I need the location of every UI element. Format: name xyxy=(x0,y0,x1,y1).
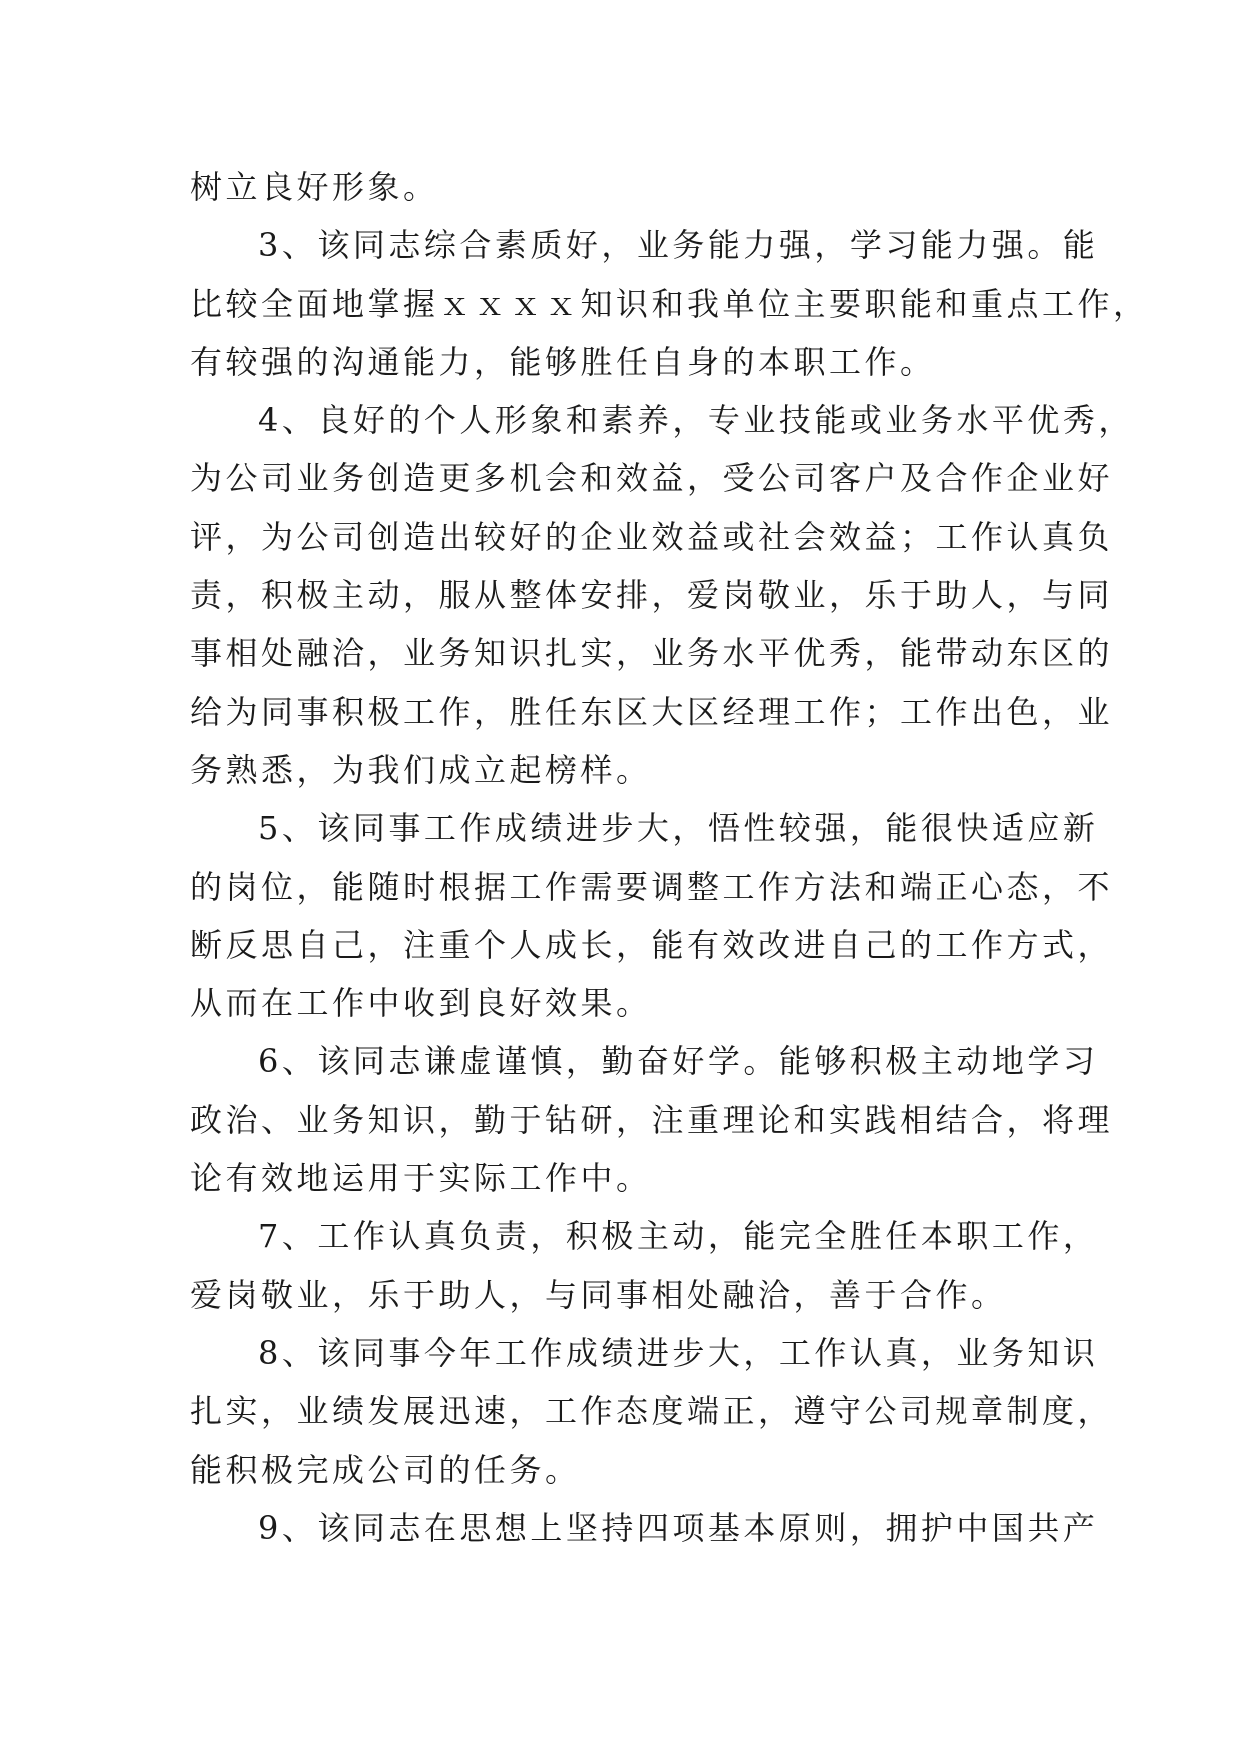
line-text: 4、良好的个人形象和素养，专业技能或业务水平优秀， xyxy=(258,401,1134,440)
paragraph xyxy=(190,799,1114,1032)
line-text: 的岗位，能随时根据工作需要调整工作方法和端正心态，不 xyxy=(190,867,1114,906)
line-text: 论有效地运用于实际工作中。 xyxy=(190,1159,652,1198)
text-line xyxy=(190,1091,1114,1149)
line-text: 比较全面地掌握ｘｘｘｘ知识和我单位主要职能和重点工作， xyxy=(190,284,1149,323)
paragraph xyxy=(190,1499,1099,1557)
text-line xyxy=(190,508,1114,566)
line-text: 有较强的沟通能力，能够胜任自身的本职工作。 xyxy=(190,342,936,381)
text-line xyxy=(190,158,1090,216)
line-text: 爱岗敬业，乐于助人，与同事相处融洽，善于合作。 xyxy=(190,1275,1007,1314)
line-text: 断反思自己，注重个人成长，能有效改进自己的工作方式， xyxy=(190,925,1114,964)
line-text: 7、工作认真负责，积极主动，能完全胜任本职工作， xyxy=(258,1217,1099,1256)
text-line xyxy=(190,1499,1099,1557)
text-line xyxy=(190,858,1114,916)
text-line xyxy=(190,1382,1114,1440)
paragraph xyxy=(190,1032,1114,1207)
line-text: 责，积极主动，服从整体安排，爱岗敬业，乐于助人，与同 xyxy=(190,576,1114,615)
line-text: 树立良好形象。 xyxy=(190,168,439,206)
paragraph xyxy=(190,158,1090,216)
document-body xyxy=(190,158,1149,1557)
text-line xyxy=(190,916,1114,974)
text-line xyxy=(190,391,1134,449)
line-text: 5、该同事工作成绩进步大，悟性较强，能很快适应新 xyxy=(258,809,1099,848)
text-line xyxy=(190,624,1114,682)
paragraph xyxy=(190,216,1149,391)
text-line xyxy=(190,683,1114,741)
line-text: 从而在工作中收到良好效果。 xyxy=(190,984,652,1023)
text-line xyxy=(190,799,1099,857)
line-text: 能积极完成公司的任务。 xyxy=(190,1450,581,1489)
line-text: 3、该同志综合素质好，业务能力强，学习能力强。能 xyxy=(258,226,1099,265)
line-text: 6、该同志谦虚谨慎，勤奋好学。能够积极主动地学习 xyxy=(258,1042,1099,1081)
text-line xyxy=(190,1032,1099,1090)
text-line xyxy=(190,566,1114,624)
text-line xyxy=(190,1149,1090,1207)
text-line xyxy=(190,1266,1090,1324)
line-text: 9、该同志在思想上坚持四项基本原则，拥护中国共产 xyxy=(258,1508,1099,1547)
line-text: 评，为公司创造出较好的企业效益或社会效益；工作认真负 xyxy=(190,517,1114,556)
text-line xyxy=(190,333,1090,391)
line-text: 8、该同事今年工作成绩进步大，工作认真，业务知识 xyxy=(258,1333,1099,1372)
text-line xyxy=(190,449,1114,507)
paragraph xyxy=(190,1207,1099,1324)
line-text: 务熟悉，为我们成立起榜样。 xyxy=(190,750,652,789)
text-line xyxy=(190,741,1090,799)
text-line xyxy=(190,974,1090,1032)
paragraph xyxy=(190,1324,1114,1499)
text-line xyxy=(190,1441,1090,1499)
line-text: 扎实，业绩发展迅速，工作态度端正，遵守公司规章制度， xyxy=(190,1392,1114,1431)
paragraph xyxy=(190,391,1134,799)
line-text: 为公司业务创造更多机会和效益，受公司客户及合作企业好 xyxy=(190,459,1114,498)
line-text: 给为同事积极工作，胜任东区大区经理工作；工作出色，业 xyxy=(190,692,1114,731)
line-text: 政治、业务知识，勤于钻研，注重理论和实践相结合，将理 xyxy=(190,1100,1114,1139)
text-line xyxy=(190,1207,1099,1265)
text-line xyxy=(190,1324,1099,1382)
text-line xyxy=(190,275,1149,333)
line-text: 事相处融洽，业务知识扎实，业务水平优秀，能带动东区的 xyxy=(190,634,1114,673)
text-line xyxy=(190,216,1099,274)
